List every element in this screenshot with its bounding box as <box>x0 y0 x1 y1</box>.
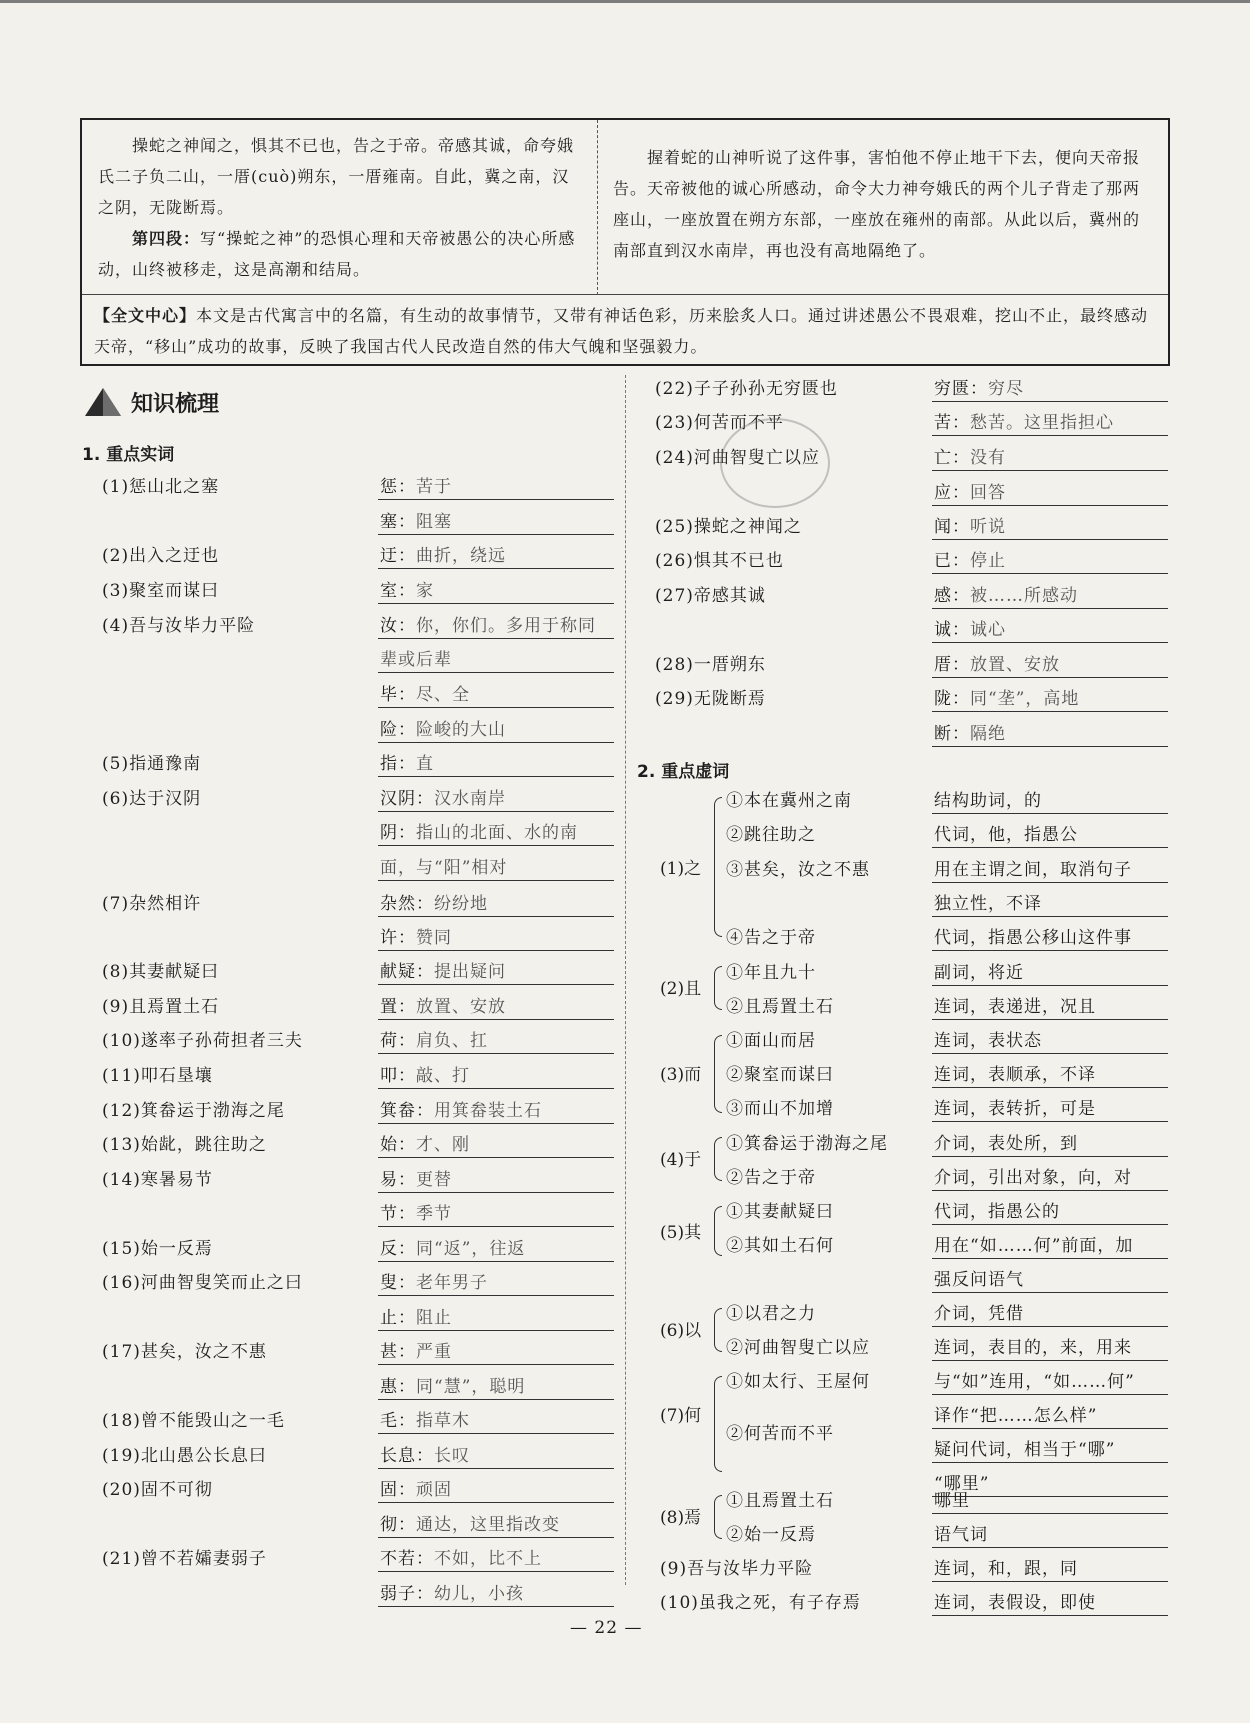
shici-answer: 叩：敲、打 <box>378 1064 614 1089</box>
stamp-icon <box>720 418 830 508</box>
shici-answer: 叟：老年男子 <box>378 1271 614 1296</box>
xuci-answer: 代词，他，指愚公 <box>932 823 1168 848</box>
summary-text: 本文是古代寓言中的名篇，有生动的故事情节，又带有神话色彩，历来脍炙人口。通过讲述愚公不畏艰难，挖山不止，最终感动天帝，“移山”成功的故事，反映了我国古代人民改造自然的伟大气魄和坚强毅力。 <box>94 306 1149 356</box>
xuci-answer: 连词，表转折，可是 <box>932 1097 1168 1122</box>
section-title <box>85 383 219 421</box>
xuci-answer: 用在“如……何”前面，加 <box>932 1234 1168 1259</box>
shici-answer: 固：顽固 <box>378 1478 614 1503</box>
shici-question: (15)始一反焉 <box>102 1239 213 1259</box>
shici-answer: 易：更替 <box>378 1168 614 1193</box>
shici-question: (2)出入之迂也 <box>102 546 220 566</box>
shici-answer: 箕畚：用箕畚装土石 <box>378 1099 614 1124</box>
shici-answer: 杂然：纷纷地 <box>378 892 614 917</box>
brace-icon <box>714 1376 722 1472</box>
xuci-answer: 哪里 <box>932 1489 1168 1514</box>
shici-answer: 阴：指山的北面、水的南 <box>378 821 614 846</box>
shici-answer: 惠：同“慧”，聪明 <box>378 1375 614 1400</box>
xuci-word: (5)其 <box>660 1223 702 1243</box>
shici-answer: 止：阻止 <box>378 1306 614 1331</box>
xuci-item: ②聚室而谋曰 <box>726 1065 834 1085</box>
shici-answer: 亡：没有 <box>932 446 1168 471</box>
shici-answer: 汝：你，你们。多用于称同 <box>378 614 614 639</box>
brace-icon <box>714 1137 722 1181</box>
xuci-word: (6)以 <box>660 1321 702 1341</box>
xuci-item: ③甚矣，汝之不惠 <box>726 860 870 880</box>
xuci-answer: 与“如”连用，“如……何” <box>932 1370 1168 1395</box>
shici-question: (11)叩石垦壤 <box>102 1066 213 1086</box>
xuci-answer: 译作“把……怎么样” <box>932 1404 1168 1429</box>
xuci-word: (1)之 <box>660 859 702 879</box>
xuci-answer: 连词，表递进，况且 <box>932 995 1168 1020</box>
xuci-item: ①且焉置土石 <box>726 1491 834 1511</box>
brace-icon <box>714 966 722 1010</box>
shici-question: (21)曾不若孀妻弱子 <box>102 1549 267 1569</box>
heading-shici: 1. 重点实词 <box>82 445 175 465</box>
shici-answer: 毕：尽、全 <box>378 683 614 708</box>
summary-label: 【全文中心】 <box>94 306 197 325</box>
xuci-word: (4)于 <box>660 1150 702 1170</box>
xuci-word: (7)何 <box>660 1406 702 1426</box>
xuci-item: ②何苦而不平 <box>726 1424 834 1444</box>
xuci-answer: 连词，表顺承，不译 <box>932 1063 1168 1088</box>
xuci-item: ③而山不加增 <box>726 1099 834 1119</box>
shici-answer: 始：才、刚 <box>378 1133 614 1158</box>
shici-question: (25)操蛇之神闻之 <box>655 517 802 537</box>
shici-answer: 已：停止 <box>932 549 1168 574</box>
shici-answer: 闻：听说 <box>932 515 1168 540</box>
shici-question: (7)杂然相许 <box>102 894 202 914</box>
summary-row <box>82 295 1168 366</box>
xuci-word: (3)而 <box>660 1065 702 1085</box>
xuci-item: ①面山而居 <box>726 1031 816 1051</box>
shici-question: (23)何苦而不平 <box>655 413 784 433</box>
xuci-answer: 独立性，不译 <box>932 892 1168 917</box>
section-title-text: 知识梳理 <box>131 391 220 417</box>
shici-question: (10)遂率子孙荷担者三夫 <box>102 1031 303 1051</box>
shici-answer: 室：家 <box>378 579 614 604</box>
shici-question: (3)聚室而谋曰 <box>102 581 220 601</box>
xuci-answer: 介词，凭借 <box>932 1302 1168 1327</box>
shici-answer: 塞：阻塞 <box>378 510 614 535</box>
xuci-word: (2)且 <box>660 979 702 999</box>
shici-question: (5)指通豫南 <box>102 754 202 774</box>
original-paragraph: 操蛇之神闻之，惧其不已也，告之于帝。帝感其诚，命夸娥氏二子负二山，一厝(cuò)朔东，一厝雍南。自此，冀之南，汉之阴，无陇断焉。 <box>98 136 575 217</box>
xuci-item: ②始一反焉 <box>726 1525 816 1545</box>
xuci-answer: 连词，表状态 <box>932 1029 1168 1054</box>
shici-answer: 甚：严重 <box>378 1340 614 1365</box>
xuci-item: ①如太行、王屋何 <box>726 1372 870 1392</box>
shici-question: (9)且焉置土石 <box>102 997 220 1017</box>
shici-answer: 应：回答 <box>932 481 1168 506</box>
shici-answer: 诚：诚心 <box>932 618 1168 643</box>
brace-icon <box>714 1495 722 1539</box>
xuci-item: ②其如土石何 <box>726 1236 834 1256</box>
shici-question: (17)甚矣，汝之不惠 <box>102 1342 267 1362</box>
xuci-answer: 连词，表目的，来，用来 <box>932 1336 1168 1361</box>
shici-question: (24)河曲智叟亡以应 <box>655 448 820 468</box>
xuci-item: ②且焉置土石 <box>726 997 834 1017</box>
xuci-item: ①其妻献疑曰 <box>726 1202 834 1222</box>
original-text <box>82 120 597 295</box>
shici-answer: 长息：长叹 <box>378 1444 614 1469</box>
top-rule <box>0 0 1250 3</box>
xuci-word: (8)焉 <box>660 1508 702 1528</box>
shici-answer: 面，与“阳”相对 <box>378 856 614 881</box>
shici-answer: 辈或后辈 <box>378 648 614 673</box>
page-number: — 22 — <box>570 1618 643 1638</box>
brace-icon <box>714 1308 722 1352</box>
xuci-answer: 用在主谓之间，取消句子 <box>932 858 1168 883</box>
shici-answer: 陇：同“垄”，高地 <box>932 687 1168 712</box>
passage-box <box>80 118 1170 366</box>
xuci-item: ②河曲智叟亡以应 <box>726 1338 870 1358</box>
brace-icon <box>714 1035 722 1113</box>
shici-question: (20)固不可彻 <box>102 1480 213 1500</box>
shici-question: (26)惧其不已也 <box>655 551 784 571</box>
shici-question: (6)达于汉阴 <box>102 789 202 809</box>
xuci-answer: 代词，指愚公移山这件事 <box>932 926 1168 951</box>
translation-paragraph: 握着蛇的山神听说了这件事，害怕他不停止地干下去，便向天帝报告。天帝被他的诚心所感动，命令大力神夸娥氏的两个儿子背走了那两座山，一座放置在朔方东部，一座放在雍州的南部。从此以后，冀州的南部直到汉水南岸，再也没有高地隔绝了。 <box>613 148 1141 260</box>
xuci-item: ①年且九十 <box>726 963 816 983</box>
shici-answer: 汉阴：汉水南岸 <box>378 787 614 812</box>
brace-icon <box>714 797 722 937</box>
shici-question: (22)子子孙孙无穷匮也 <box>655 379 838 399</box>
shici-answer: 彻：通达，这里指改变 <box>378 1513 614 1538</box>
shici-question: (13)始龀，跳往助之 <box>102 1135 267 1155</box>
shici-answer: 险：险峻的大山 <box>378 718 614 743</box>
xuci-answer: 连词，和，跟，同 <box>932 1557 1168 1582</box>
shici-question: (1)惩山北之塞 <box>102 477 220 497</box>
xuci-answer: “哪里” <box>932 1472 1168 1497</box>
xuci-question: (9)吾与汝毕力平险 <box>660 1559 814 1579</box>
shici-answer: 献疑：提出疑问 <box>378 960 614 985</box>
xuci-answer: 结构助词，的 <box>932 789 1168 814</box>
shici-question: (8)其妻献疑曰 <box>102 962 220 982</box>
shici-question: (29)无陇断焉 <box>655 689 766 709</box>
xuci-item: ①以君之力 <box>726 1304 816 1324</box>
shici-question: (16)河曲智叟笑而止之曰 <box>102 1273 303 1293</box>
xuci-answer: 介词，引出对象，向，对 <box>932 1166 1168 1191</box>
shici-answer: 节：季节 <box>378 1202 614 1227</box>
paragraph-label: 第四段： <box>132 229 201 248</box>
xuci-answer: 代词，指愚公的 <box>932 1200 1168 1225</box>
pyramid-icon <box>85 388 121 416</box>
shici-answer: 荷：肩负、扛 <box>378 1029 614 1054</box>
shici-question: (19)北山愚公长息曰 <box>102 1446 267 1466</box>
xuci-question: (10)虽我之死，有子存焉 <box>660 1593 861 1613</box>
brace-icon <box>714 1206 722 1256</box>
xuci-item: ①箕畚运于渤海之尾 <box>726 1134 888 1154</box>
shici-answer: 弱子：幼儿，小孩 <box>378 1582 614 1607</box>
xuci-answer: 疑问代词，相当于“哪” <box>932 1438 1168 1463</box>
shici-answer: 置：放置、安放 <box>378 995 614 1020</box>
xuci-answer: 语气词 <box>932 1523 1168 1548</box>
xuci-answer: 连词，表假设，即使 <box>932 1591 1168 1616</box>
shici-question: (12)箕畚运于渤海之尾 <box>102 1101 285 1121</box>
xuci-item: ②告之于帝 <box>726 1168 816 1188</box>
shici-answer: 感：被……所感动 <box>932 584 1168 609</box>
shici-answer: 迂：曲折，绕远 <box>378 544 614 569</box>
xuci-item: ①本在冀州之南 <box>726 791 852 811</box>
shici-question: (27)帝感其诚 <box>655 586 766 606</box>
xuci-answer: 强反问语气 <box>932 1268 1168 1293</box>
shici-answer: 许：赞同 <box>378 926 614 951</box>
page-column-divider <box>625 375 626 1585</box>
shici-question: (28)一厝朔东 <box>655 655 766 675</box>
shici-answer: 厝：放置、安放 <box>932 653 1168 678</box>
shici-answer: 苦：愁苦。这里指担心 <box>932 411 1168 436</box>
shici-answer: 不若：不如，比不上 <box>378 1547 614 1572</box>
shici-answer: 惩：苦于 <box>378 475 614 500</box>
paragraph-analysis: 写“操蛇之神”的恐惧心理和天帝被愚公的决心所感动，山终被移走，这是高潮和结局。 <box>98 229 576 279</box>
shici-answer: 断：隔绝 <box>932 722 1168 747</box>
passage-row <box>82 120 1168 295</box>
shici-question: (14)寒暑易节 <box>102 1170 213 1190</box>
xuci-answer: 介词，表处所，到 <box>932 1132 1168 1157</box>
shici-question: (18)曾不能毁山之一毛 <box>102 1411 285 1431</box>
shici-answer: 毛：指草木 <box>378 1409 614 1434</box>
xuci-answer: 副词，将近 <box>932 961 1168 986</box>
xuci-item: ②跳往助之 <box>726 825 816 845</box>
xuci-item: ④告之于帝 <box>726 928 816 948</box>
shici-answer: 指：直 <box>378 752 614 777</box>
shici-answer: 穷匮：穷尽 <box>932 377 1168 402</box>
translation-text <box>597 120 1172 295</box>
shici-answer: 反：同“返”，往返 <box>378 1237 614 1262</box>
shici-question: (4)吾与汝毕力平险 <box>102 616 256 636</box>
heading-xuci: 2. 重点虚词 <box>637 762 730 782</box>
